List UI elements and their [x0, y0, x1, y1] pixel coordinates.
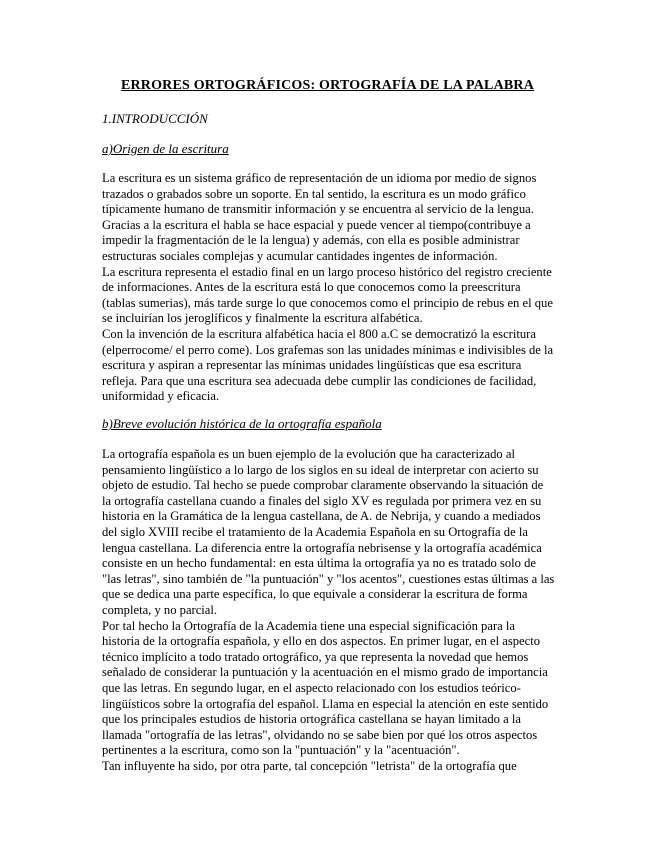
- text-line: (elperrocome/ el perro come). Los grafemas son las unidades mínimas e indivisibles de la: [102, 342, 554, 357]
- text-line: historia en la Gramática de la lengua castellana, de A. de Nebrija, y cuando a mediados: [102, 509, 541, 524]
- text-line: Tan influyente ha sido, por otra parte, tal concepción "letrista" de la ortografía que: [102, 758, 517, 773]
- text-line: técnico implícito a todo tratado ortográfico, ya que representa la novedad que hemos: [102, 649, 529, 664]
- text-line: lengua castellana. La diferencia entre la ortografía nebrisense y la ortografía académica: [102, 540, 542, 555]
- text-line: señalado de considerar la puntuación y la acentuación en el mismo grado de importancia: [102, 665, 548, 680]
- text-line: del siglo XVIII recibe el tratamiento de la Academia Española en su Ortografía de la: [102, 524, 528, 539]
- text-line: impedir la fragmentación de le la lengua) y además, con ella es posible administrar: [102, 233, 520, 248]
- text-line: que los principales estudios de historia ortográfica castellana se hayan limitado a la: [102, 712, 521, 727]
- text-line: Gracias a la escritura el habla se hace espacial y puede vencer al tiempo(contribuye a: [102, 217, 531, 232]
- text-line: típicamente humano de transmitir información y se encuentra al servicio de la lengua.: [102, 202, 534, 217]
- text-line: completa, y no parcial.: [102, 602, 218, 617]
- text-line: Con la invención de la escritura alfabética hacia el 800 a.C se democratizó la escritura: [102, 326, 536, 341]
- text-line: la ortografía castellana cuando a finales del siglo XV es regulada por primera vez en su: [102, 493, 542, 508]
- text-line: trazados o grabados sobre un soporte. En tal sentido, la escritura es un modo gráfico: [102, 186, 526, 201]
- text-line: que las letras. En segundo lugar, en el aspecto relacionado con los estudios teórico-: [102, 680, 521, 695]
- text-line: Por tal hecho la Ortografía de la Academia tiene una especial significación para la: [102, 618, 515, 633]
- text-line: "las letras", sino también de "la puntuación" y "los acentos", cuestiones estas últimas a las: [102, 571, 555, 586]
- text-line: objeto de estudio. Tal hecho se puede comprobar claramente observando la situación de: [102, 478, 544, 493]
- text-line: uniformidad y eficacia.: [102, 389, 220, 404]
- text-line: de informaciones. Antes de la escritura está lo que conocemos como la preescritura: [102, 280, 521, 295]
- text-line: La ortografía española es un buen ejemplo de la evolución que ha caracterizado al: [102, 447, 515, 461]
- text-line: escritura y aspiran a representar las mínimas unidades lingüísticas que esa escritura: [102, 358, 522, 373]
- text-line: pertinentes a la escritura, como son la "puntuación" y la "acentuación".: [102, 743, 460, 758]
- text-line: que se dedica una parte específica, lo que equivale a considerar la escritura de forma: [102, 587, 528, 602]
- text-line: refleja. Para que una escritura sea adecuada debe cumplir las condiciones de facilidad,: [102, 373, 537, 388]
- text-line: La escritura es un sistema gráfico de representación de un idioma por medio de signos: [102, 171, 537, 185]
- text-line: se incluirían los jeroglíficos y finalmente la escritura alfabética.: [102, 311, 423, 326]
- text-line: (tablas sumerias), más tarde surge lo que conocemos como el principio de rebus en el que: [102, 295, 553, 310]
- section-heading-introduction: 1.INTRODUCCIÓN: [102, 111, 208, 126]
- subsection-heading-evolution: b)Breve evolución histórica de la ortografía española: [102, 416, 382, 431]
- evolution-paragraphs: [102, 447, 554, 774]
- text-line: estructuras sociales complejas y acumular cantidades ingentes de información.: [102, 248, 498, 263]
- origin-paragraphs: [102, 171, 554, 405]
- subsection-heading-origin: a)Origen de la escritura: [102, 141, 229, 156]
- document-title: ERRORES ORTOGRÁFICOS: ORTOGRAFÍA DE LA PALABRA: [120, 78, 535, 93]
- text-line: La escritura representa el estadio final en un largo proceso histórico del registro creciente: [102, 264, 552, 279]
- text-line: llamada "ortografía de las letras", olvidando no se sabe bien por qué los otros aspectos: [102, 727, 538, 742]
- text-line: lingüísticos sobre la ortografía del español. Llama en especial la atención en este sentido: [102, 696, 549, 711]
- text-line: pensamiento lingüístico a lo largo de los siglos en su ideal de interpretar con acierto su: [102, 462, 539, 477]
- text-line: consiste en un hecho fundamental: en esta última la ortografía ya no es tratado solo de: [102, 556, 536, 571]
- text-line: historia de la ortografía española, y ello en dos aspectos. En primer lugar, en el aspecto: [102, 634, 541, 649]
